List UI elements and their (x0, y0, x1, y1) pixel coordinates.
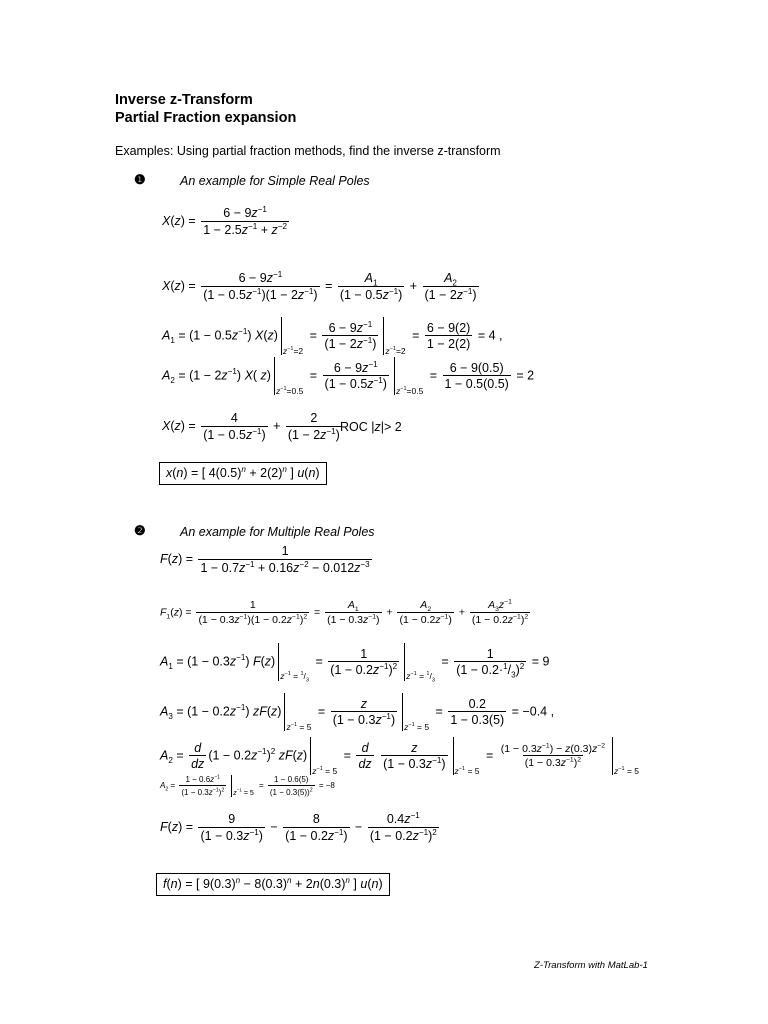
xz-expansion: X(z) = $\frac{4}{(1 - 0.5z^{-1})}$ + $\frac{2}{(1 - 2z^{-1})}$ (162, 411, 340, 442)
fz-expansion: F(z) = $\frac{9}{(1 - 0.3z^{-1})}$ − $\frac{8}{(1 - 0.2z^{-1})}$ − $\frac{0.4z^{-1}}{(1 - 0.2z^{-1})^2}$ (160, 810, 437, 843)
ex2-a3-result: = −0.4 , (511, 704, 555, 719)
page-footer: Z-Transform with MatLab-1 (534, 960, 648, 971)
intro-text: Examples: Using partial fraction methods, find the inverse z-transform (115, 144, 501, 158)
a2-computation: $A_2 = (1 - 2z^{-1})$ X( $z)z^{-1}=0.5$ = $\frac{6 - 9z^{-1}}{(1 - 0.5z^{-1})}$ $z^{-1}=0.5$ = $\frac{6 - 9(0.5)}{1 - 0.5(0.5)}$ = 2 (162, 357, 534, 395)
xn-result-box: x(n) = [ $4(0.5)^n + 2(2)^n$ ] u(n) (159, 462, 327, 485)
roc-value: > 2 (384, 420, 402, 434)
fz-definition: F(z) = $\frac{1}{1 - 0.7z^{-1} + 0.16z^{-2} - 0.012z^{-3}}$ (160, 544, 370, 575)
a1-computation: $A_1 = (1 - 0.5z^{-1}) X(z)z^{-1}=2$ = $\frac{6 - 9z^{-1}}{(1 - 2z^{-1})}$ $z^{-1}=2$ = $\frac{6 - 9(2)}{1 - 2(2)}$ = 4 , (162, 317, 503, 355)
bullet-1: ❶ (134, 172, 146, 187)
ex2-a2-computation: $A_2$ = $\frac{d}{dz}$ $(1 - 0.2z^{-1})^2$ $zF(z)z^{-1} = 5$ = $\frac{d}{dz}$ $\frac{z}{(1 - 0.3z^{-1})}$ $z^{-1} = 5$ = $\frac{(1 - 0.3z^{-1}) - z(0.3)z^{-2}}{(1 - 0.3z^{-1})^2}$ $z^{-1} = 5$ (160, 737, 642, 775)
ex2-a3-computation: $A_3 = (1 - 0.2z^{-1}) zF(z)z^{-1} = 5$ = $\frac{z}{(1 - 0.3z^{-1})}$ $z^{-1} = 5$ = $\frac{0.2}{1 - 0.3(5)}$ = −0.4 , (160, 693, 554, 731)
fn-result-box: f(n) = [ $9(0.3)^n - 8(0.3)^n + 2n(0.3)^n$ ] u(n) (156, 873, 390, 896)
page-subtitle: Partial Fraction expansion (115, 110, 297, 126)
roc-label: ROC (340, 420, 368, 434)
example2-heading: An example for Multiple Real Poles (180, 525, 375, 539)
f1z-partial-fraction: $F_1(z)$ = $\frac{1}{(1 - 0.3z^{-1})(1 - 0.2z^{-1})^2}$ = $\frac{A_1}{(1 - 0.3z^{-1})}$ + $\frac{A_2}{(1 - 0.2z^{-1})}$ + $\frac{A_3z^{-1}}{(1 - 0.2z^{-1})^2}$ (160, 598, 529, 626)
xz-definition: X(z) = $\frac{6 - 9z^{-1}}{1 - 2.5z^{-1} + z^{-2}}$ (162, 204, 288, 237)
page-title: Inverse z-Transform (115, 92, 253, 108)
example1-heading: An example for Simple Real Poles (180, 174, 370, 188)
ex2-a2-result: = −8 (318, 781, 335, 791)
ex2-a1-computation: $A_1 = (1 - 0.3z^{-1}) F(z)z^{-1} = ^1/_3$ = $\frac{1}{(1 - 0.2z^{-1})^2}$ $z^{-1} = ^1/_3$ = $\frac{1}{(1 - 0.2\cdot^1/_3)^2}$ = 9 (160, 643, 550, 681)
a2-result: = 2 (516, 368, 535, 383)
a1-result: = 4 , (477, 328, 503, 343)
ex2-a1-result: = 9 (531, 654, 550, 669)
roc-condition: ROC |z|> 2 (340, 420, 402, 434)
ex2-a2-numeric: $A_2$ = $\frac{1 - 0.6z^{-1}}{(1 - 0.3z^{-1})^2}$ $z^{-1} = 5$ = $\frac{1 - 0.6(5)}{(1 - 0.3(5))^2}$ = −8 (160, 774, 335, 797)
xz-partial-fraction: X(z) = $\frac{6 - 9z^{-1}}{(1 - 0.5z^{-1})(1 - 2z^{-1})}$ = $\frac{A_1}{(1 - 0.5z^{-1})}$ + $\frac{A_2}{(1 - 2z^{-1})}$ (162, 269, 477, 302)
bullet-2: ❷ (134, 523, 146, 538)
